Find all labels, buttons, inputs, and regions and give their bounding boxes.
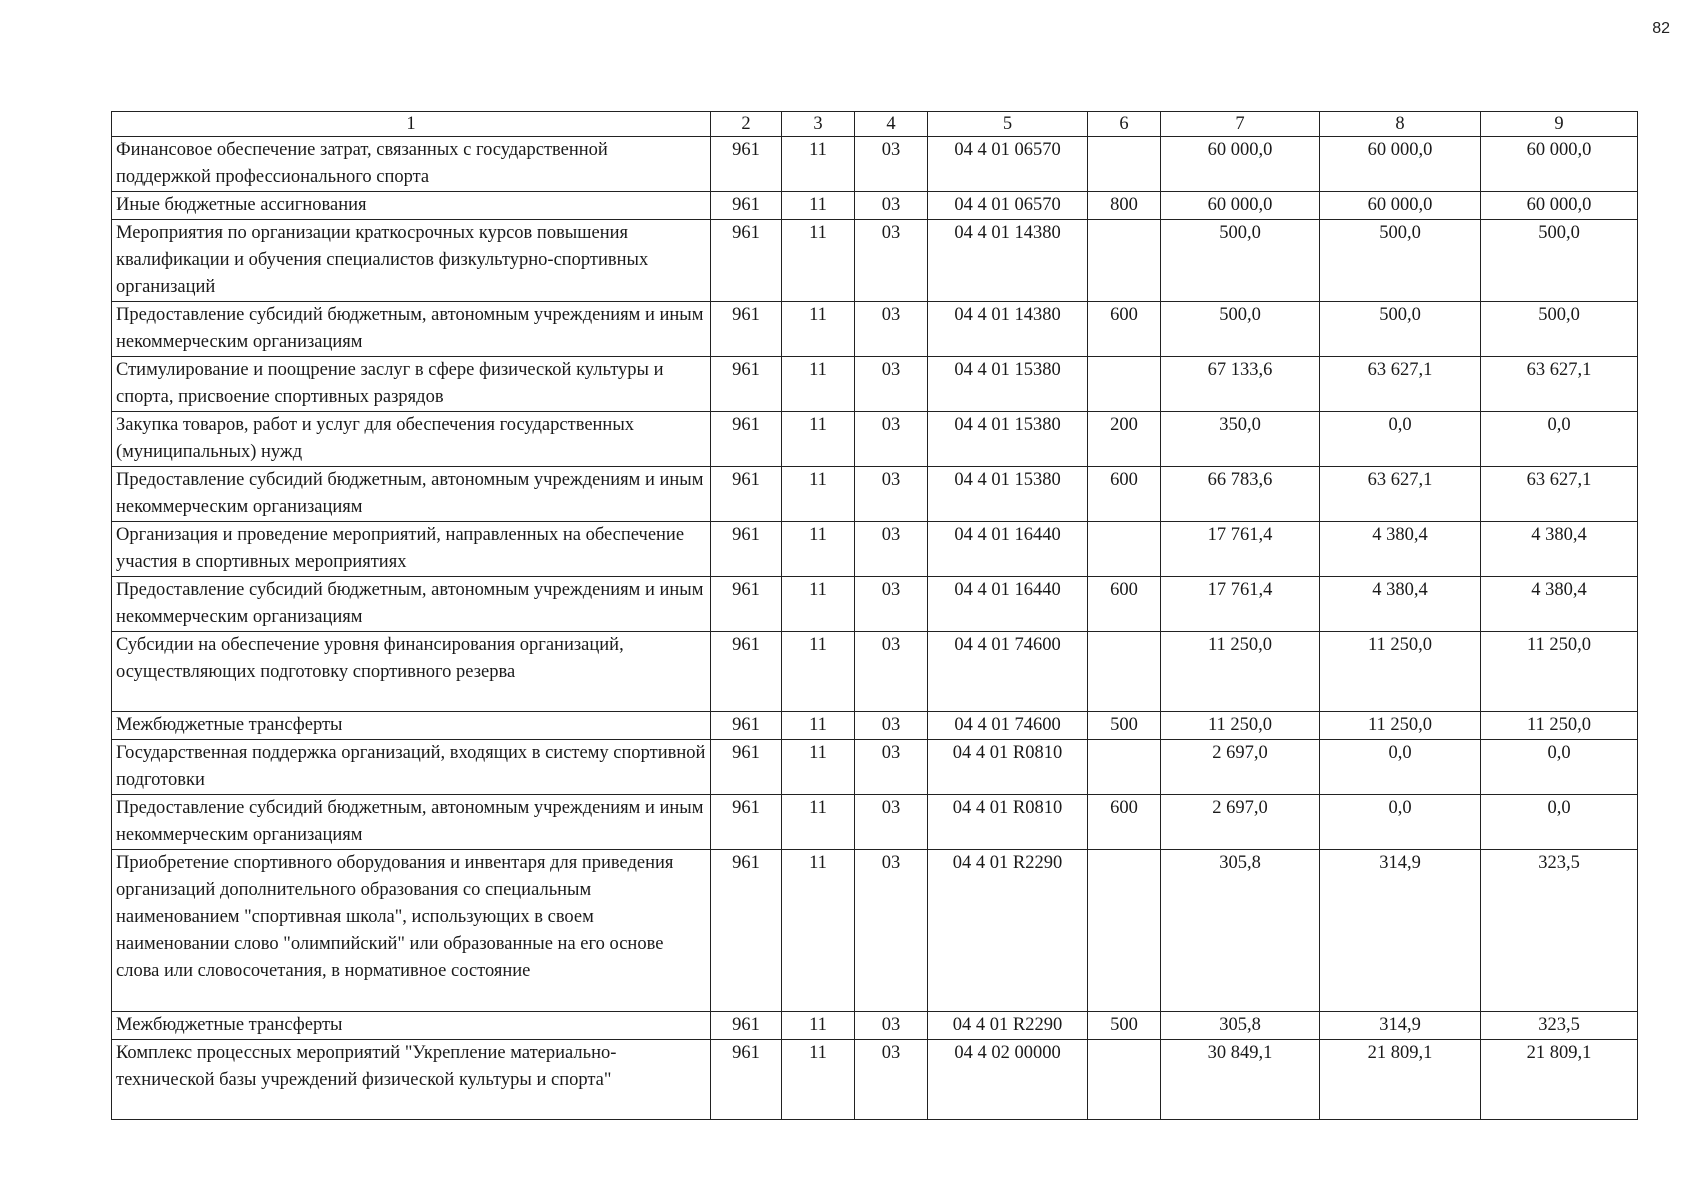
expense-type-cell [1088,1040,1161,1120]
subsection-cell: 03 [855,357,928,412]
target-article-cell: 04 4 01 14380 [928,220,1088,302]
expense-type-cell [1088,522,1161,577]
section-cell: 11 [782,577,855,632]
expense-type-cell [1088,137,1161,192]
amount-col8-cell: 314,9 [1320,850,1481,1012]
target-article-cell: 04 4 01 15380 [928,357,1088,412]
section-cell: 11 [782,1040,855,1120]
amount-col7-cell: 17 761,4 [1161,522,1320,577]
section-cell: 11 [782,467,855,522]
amount-col8-cell: 4 380,4 [1320,522,1481,577]
amount-col9-cell: 0,0 [1481,412,1638,467]
amount-col8-cell: 500,0 [1320,220,1481,302]
amount-col7-cell: 11 250,0 [1161,632,1320,712]
subsection-cell: 03 [855,220,928,302]
table-row [112,357,1638,412]
admin-code-cell: 961 [711,357,782,412]
amount-col7-cell: 60 000,0 [1161,137,1320,192]
target-article-cell: 04 4 01 15380 [928,412,1088,467]
admin-code-cell: 961 [711,467,782,522]
amount-col9-cell: 11 250,0 [1481,712,1638,740]
admin-code-cell: 961 [711,712,782,740]
column-header: 3 [782,112,855,137]
amount-col7-cell: 66 783,6 [1161,467,1320,522]
section-cell: 11 [782,220,855,302]
table-row [112,712,1638,740]
budget-table [111,111,1638,1120]
section-cell: 11 [782,192,855,220]
admin-code-cell: 961 [711,220,782,302]
table-row [112,137,1638,192]
amount-col8-cell: 60 000,0 [1320,192,1481,220]
section-cell: 11 [782,1012,855,1040]
row-name-cell: Государственная поддержка организаций, входящих в систему спортивной подготовки [112,740,711,795]
amount-col7-cell: 11 250,0 [1161,712,1320,740]
subsection-cell: 03 [855,850,928,1012]
target-article-cell: 04 4 01 16440 [928,577,1088,632]
subsection-cell: 03 [855,795,928,850]
column-header: 6 [1088,112,1161,137]
expense-type-cell: 600 [1088,467,1161,522]
table-row [112,850,1638,1012]
subsection-cell: 03 [855,577,928,632]
amount-col7-cell: 305,8 [1161,1012,1320,1040]
expense-type-cell: 600 [1088,577,1161,632]
section-cell: 11 [782,412,855,467]
table-row [112,467,1638,522]
section-cell: 11 [782,632,855,712]
admin-code-cell: 961 [711,795,782,850]
amount-col8-cell: 63 627,1 [1320,357,1481,412]
row-name-cell: Закупка товаров, работ и услуг для обеспечения государственных (муниципальных) нужд [112,412,711,467]
table-row [112,220,1638,302]
table-row [112,1012,1638,1040]
amount-col9-cell: 60 000,0 [1481,192,1638,220]
amount-col9-cell: 0,0 [1481,795,1638,850]
amount-col8-cell: 60 000,0 [1320,137,1481,192]
row-name-cell: Мероприятия по организации краткосрочных курсов повышения квалификации и обучения специалистов физкультурно-спортивных организаций [112,220,711,302]
page-number: 82 [1652,20,1670,37]
table-row [112,795,1638,850]
amount-col8-cell: 63 627,1 [1320,467,1481,522]
admin-code-cell: 961 [711,412,782,467]
column-header: 4 [855,112,928,137]
table-row [112,632,1638,712]
admin-code-cell: 961 [711,632,782,712]
admin-code-cell: 961 [711,302,782,357]
target-article-cell: 04 4 01 R2290 [928,1012,1088,1040]
subsection-cell: 03 [855,192,928,220]
subsection-cell: 03 [855,467,928,522]
target-article-cell: 04 4 01 74600 [928,712,1088,740]
expense-type-cell [1088,850,1161,1012]
section-cell: 11 [782,302,855,357]
section-cell: 11 [782,740,855,795]
target-article-cell: 04 4 01 74600 [928,632,1088,712]
table-row [112,740,1638,795]
target-article-cell: 04 4 01 06570 [928,192,1088,220]
expense-type-cell [1088,632,1161,712]
expense-type-cell: 800 [1088,192,1161,220]
amount-col7-cell: 67 133,6 [1161,357,1320,412]
table-row [112,522,1638,577]
amount-col8-cell: 0,0 [1320,412,1481,467]
admin-code-cell: 961 [711,577,782,632]
admin-code-cell: 961 [711,522,782,577]
admin-code-cell: 961 [711,740,782,795]
amount-col9-cell: 4 380,4 [1481,522,1638,577]
section-cell: 11 [782,795,855,850]
row-name-cell: Предоставление субсидий бюджетным, автономным учреждениям и иным некоммерческим организациям [112,302,711,357]
expense-type-cell: 600 [1088,302,1161,357]
amount-col8-cell: 314,9 [1320,1012,1481,1040]
amount-col9-cell: 0,0 [1481,740,1638,795]
expense-type-cell: 500 [1088,1012,1161,1040]
row-name-cell: Финансовое обеспечение затрат, связанных с государственной поддержкой профессионального спорта [112,137,711,192]
admin-code-cell: 961 [711,850,782,1012]
section-cell: 11 [782,137,855,192]
section-cell: 11 [782,357,855,412]
section-cell: 11 [782,522,855,577]
amount-col7-cell: 500,0 [1161,220,1320,302]
row-name-cell: Организация и проведение мероприятий, направленных на обеспечение участия в спортивных мероприятиях [112,522,711,577]
subsection-cell: 03 [855,412,928,467]
row-name-cell: Иные бюджетные ассигнования [112,192,711,220]
amount-col8-cell: 500,0 [1320,302,1481,357]
amount-col9-cell: 60 000,0 [1481,137,1638,192]
row-name-cell: Межбюджетные трансферты [112,1012,711,1040]
section-cell: 11 [782,712,855,740]
target-article-cell: 04 4 01 R0810 [928,795,1088,850]
admin-code-cell: 961 [711,192,782,220]
column-header: 5 [928,112,1088,137]
table-header-row [112,112,1638,137]
table-row [112,302,1638,357]
admin-code-cell: 961 [711,1040,782,1120]
row-name-cell: Предоставление субсидий бюджетным, автономным учреждениям и иным некоммерческим организациям [112,795,711,850]
expense-type-cell [1088,357,1161,412]
amount-col9-cell: 11 250,0 [1481,632,1638,712]
row-name-cell: Межбюджетные трансферты [112,712,711,740]
admin-code-cell: 961 [711,137,782,192]
column-header: 8 [1320,112,1481,137]
target-article-cell: 04 4 01 16440 [928,522,1088,577]
target-article-cell: 04 4 02 00000 [928,1040,1088,1120]
amount-col8-cell: 0,0 [1320,740,1481,795]
expense-type-cell: 500 [1088,712,1161,740]
table-row [112,192,1638,220]
row-name-cell: Комплекс процессных мероприятий "Укрепление материально-технической базы учреждений физической культуры и спорта" [112,1040,711,1120]
column-header: 9 [1481,112,1638,137]
amount-col7-cell: 17 761,4 [1161,577,1320,632]
section-cell: 11 [782,850,855,1012]
subsection-cell: 03 [855,1040,928,1120]
amount-col9-cell: 323,5 [1481,850,1638,1012]
target-article-cell: 04 4 01 R2290 [928,850,1088,1012]
amount-col9-cell: 4 380,4 [1481,577,1638,632]
admin-code-cell: 961 [711,1012,782,1040]
expense-type-cell: 200 [1088,412,1161,467]
row-name-cell: Субсидии на обеспечение уровня финансирования организаций, осуществляющих подготовку спортивного резерва [112,632,711,712]
expense-type-cell [1088,740,1161,795]
subsection-cell: 03 [855,302,928,357]
table-row [112,1040,1638,1120]
amount-col7-cell: 30 849,1 [1161,1040,1320,1120]
amount-col8-cell: 11 250,0 [1320,632,1481,712]
amount-col8-cell: 21 809,1 [1320,1040,1481,1120]
subsection-cell: 03 [855,632,928,712]
subsection-cell: 03 [855,740,928,795]
subsection-cell: 03 [855,137,928,192]
target-article-cell: 04 4 01 R0810 [928,740,1088,795]
subsection-cell: 03 [855,522,928,577]
amount-col7-cell: 2 697,0 [1161,740,1320,795]
target-article-cell: 04 4 01 15380 [928,467,1088,522]
amount-col9-cell: 500,0 [1481,302,1638,357]
table-row [112,412,1638,467]
amount-col8-cell: 11 250,0 [1320,712,1481,740]
column-header: 2 [711,112,782,137]
subsection-cell: 03 [855,712,928,740]
expense-type-cell: 600 [1088,795,1161,850]
amount-col9-cell: 63 627,1 [1481,467,1638,522]
amount-col8-cell: 0,0 [1320,795,1481,850]
target-article-cell: 04 4 01 06570 [928,137,1088,192]
amount-col9-cell: 63 627,1 [1481,357,1638,412]
amount-col9-cell: 21 809,1 [1481,1040,1638,1120]
expense-type-cell [1088,220,1161,302]
subsection-cell: 03 [855,1012,928,1040]
amount-col7-cell: 305,8 [1161,850,1320,1012]
row-name-cell: Стимулирование и поощрение заслуг в сфере физической культуры и спорта, присвоение спортивных разрядов [112,357,711,412]
target-article-cell: 04 4 01 14380 [928,302,1088,357]
row-name-cell: Приобретение спортивного оборудования и инвентаря для приведения организаций дополнительного образования со специальным наименованием "спортивная школа", использующих в своем наименовании слово "олимпийский" или образованные на его основе слова или словосочетания, в нормативное состояние [112,850,711,1012]
row-name-cell: Предоставление субсидий бюджетным, автономным учреждениям и иным некоммерческим организациям [112,467,711,522]
amount-col9-cell: 323,5 [1481,1012,1638,1040]
column-header: 1 [112,112,711,137]
column-header: 7 [1161,112,1320,137]
amount-col7-cell: 500,0 [1161,302,1320,357]
amount-col9-cell: 500,0 [1481,220,1638,302]
amount-col7-cell: 60 000,0 [1161,192,1320,220]
amount-col7-cell: 2 697,0 [1161,795,1320,850]
amount-col8-cell: 4 380,4 [1320,577,1481,632]
row-name-cell: Предоставление субсидий бюджетным, автономным учреждениям и иным некоммерческим организациям [112,577,711,632]
amount-col7-cell: 350,0 [1161,412,1320,467]
table-row [112,577,1638,632]
